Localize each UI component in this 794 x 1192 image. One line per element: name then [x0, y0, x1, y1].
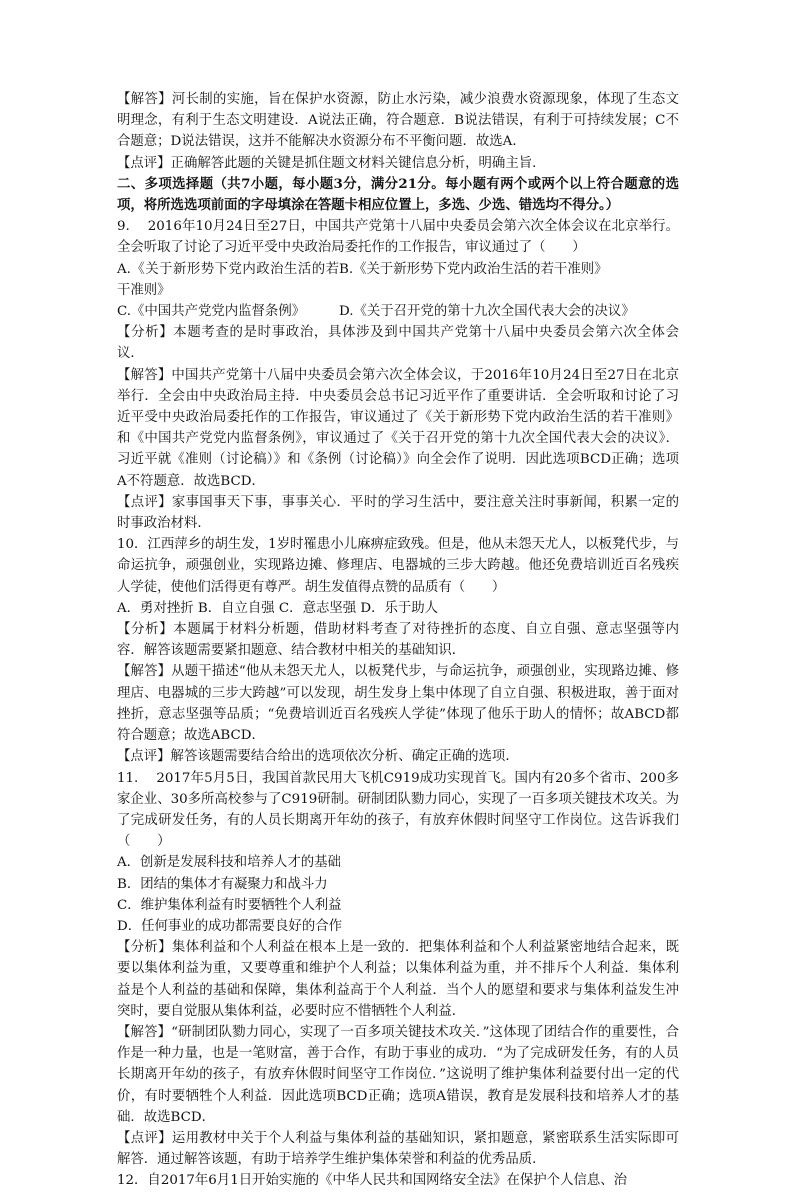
question-11-option-c: C．维护集体利益有时要牺牲个人利益 — [117, 897, 342, 913]
question-10-stem: 10．江西萍乡的胡生发，1岁时罹患小儿麻痹症致残。但是，他从未怨天尤人，以板凳代步，与命运抗争，顽强创业，实现路边摊、修理店、电器城的三步大跨越。他还免费培训近百名残疾人学徒，使他们活得更有尊严。胡生发值得点赞的品质有（ ） — [117, 537, 679, 595]
question-11-option-d: D．任何事业的成功都需要良好的合作 — [117, 918, 342, 934]
question-9-option-a: A.《关于新形势下党内政治生活的若干准则》 — [117, 261, 339, 298]
question-9-option-b: B.《关于新形势下党内政治生活的若干准则》 — [339, 261, 608, 277]
document-page — [117, 89, 679, 1192]
paragraph-answer-q8: 【解答】河长制的实施，旨在保护水资源，防止水污染，减少浪费水资源现象，体现了生态文明理念，有利于生态文明建设．A说法正确，符合题意．B说法错误，有利于可持续发展；C不合题意；D说法错误，这并不能解决水资源分布不平衡问题．故选A． — [117, 92, 679, 150]
answer-q10: 【解答】从题干描述“他从未怨天尤人，以板凳代步，与命运抗争，顽强创业，实现路边摊、修理店、电器城的三步大跨越”可以发现，胡生发身上集中体现了自立自强、积极进取，善于面对挫折，意志坚强等品质；“免费培训近百名残疾人学徒”体现了他乐于助人的情怀；故ABCD都符合题意；故选ABCD． — [117, 664, 679, 744]
question-11-option-b: B．团结的集体才有凝聚力和战斗力 — [117, 876, 328, 892]
question-11-stem: 11. 2017年5月5日，我国首款民用大飞机C919成功实现首飞。国内有20多个省市、200多家企业、30多所高校参与了C919研制。研制团队勠力同心，实现了一百多项关键技术攻关。为了完成研发任务，有的人员长期离开年幼的孩子，有放弃休假时间坚守工作岗位。这告诉我们（ ） — [117, 770, 679, 850]
question-9-option-d: D.《关于召开党的第十九次全国代表大会的决议》 — [339, 304, 635, 320]
analysis-q9: 【分析】本题考查的是时事政治，具体涉及到中国共产党第十八届中央委员会第六次全体会议． — [117, 325, 679, 362]
question-10-options: A．勇对挫折 B．自立自强 C．意志坚强 D．乐于助人 — [117, 600, 439, 616]
comment-q10: 【点评】解答该题需要结合给出的选项依次分析、确定正确的选项． — [117, 749, 519, 765]
question-9-options — [117, 259, 679, 323]
section-heading-multiple-choice: 二、多项选择题（共7小题，每小题3分，满分21分。每小题有两个或两个以上符合题意的选项，将所选选项前面的字母填涂在答题卡相应位置上，多选、少选、错选均不得分。） — [117, 175, 679, 214]
answer-q11: 【解答】“研制团队勠力同心，实现了一百多项关键技术攻关．”这体现了团结合作的重要性，合作是一种力量，也是一笔财富，善于合作，有助于事业的成功．“为了完成研发任务，有的人员长期离开年幼的孩子，有放弃休假时间坚守工作岗位．”这说明了维护集体利益要付出一定的代价，有时要牺牲个人利益．因此选项BCD正确；选项A错误，教育是发展科技和培养人才的基础．故选BCD． — [117, 1024, 679, 1125]
question-11-option-a: A．创新是发展科技和培养人才的基础 — [117, 855, 341, 871]
question-9-stem: 9. 2016年10月24日至27日，中国共产党第十八届中央委员会第六次全体会议在北京举行。全会听取了讨论了习近平受中央政治局委托作的工作报告，审议通过了（ ） — [117, 219, 679, 256]
question-9-option-c: C.《中国共产党党内监督条例》 — [117, 304, 306, 320]
answer-q9: 【解答】中国共产党第十八届中央委员会第六次全体会议，于2016年10月24日至27日在北京举行．全会由中央政治局主持．中央委员会总书记习近平作了重要讲话．全会听取和讨论了习近平受中央政治局委托作的工作报告，审议通过了《关于新形势下党内政治生活的若干准则》和《中国共产党党内监督条例》，审议通过了《关于召开党的第十九次全国代表大会的决议》．习近平就《准则（讨论稿）》和《条例（讨论稿）》向全会作了说明．因此选项BCD正确；选项A不符题意．故选BCD． — [117, 367, 679, 489]
analysis-q11: 【分析】集体利益和个人利益在根本上是一致的．把集体利益和个人利益紧密地结合起来，既要以集体利益为重，又要尊重和维护个人利益；以集体利益为重，并不排斥个人利益．集体利益是个人利益的基础和保障，集体利益高于个人利益．当个人的愿望和要求与集体利益发生冲突时，要自觉服从集体利益，必要时应不惜牺牲个人利益． — [117, 940, 679, 1019]
question-12-stem: 12．自2017年6月1日开始实施的《中华人民共和国网络安全法》在保护个人信息、治 — [117, 1173, 628, 1189]
paragraph-comment-q8: 【点评】正确解答此题的关键是抓住题文材料关键信息分析，明确主旨． — [117, 155, 546, 171]
comment-q11: 【点评】运用教材中关于个人利益与集体利益的基础知识，紧扣题意，紧密联系生活实际即可解答．通过解答该题，有助于培养学生维护集体荣誉和利益的优秀品质． — [117, 1130, 679, 1168]
analysis-q10: 【分析】本题属于材料分析题，借助材料考查了对待挫折的态度、自立自强、意志坚强等内容．解答该题需要紧扣题意、结合教材中相关的基础知识． — [117, 622, 679, 659]
comment-q9: 【点评】家事国事天下事，事事关心．平时的学习生活中，要注意关注时事新闻，积累一定的时事政治材料． — [117, 494, 679, 532]
